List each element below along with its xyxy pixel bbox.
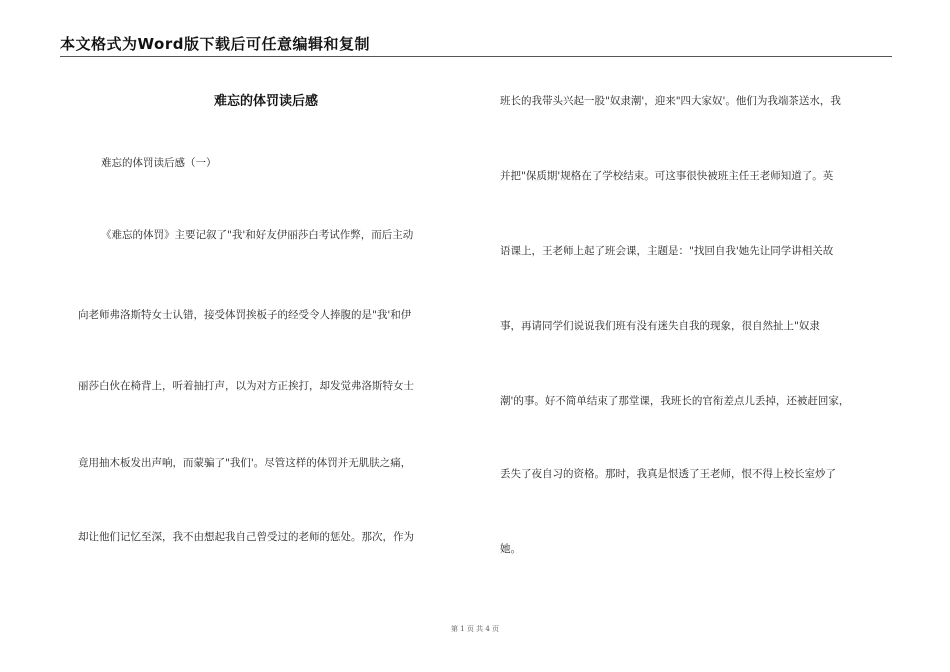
paragraph-line: 事，再请同学们说说我们班有没有迷失自我的现象，很自然扯上"奴隶 xyxy=(500,320,820,332)
paragraph-line: 向老师弗洛斯特女士认错，接受体罚挨板子的经受令人捧腹的是"我'和伊 xyxy=(78,309,412,321)
paragraph-line: 她。 xyxy=(500,543,521,555)
page-number: 第 1 页 共 4 页 xyxy=(450,625,500,633)
header-divider xyxy=(60,56,892,57)
paragraph-line: 并把"保质期'规格在了学校结束。可这事很快被班主任王老师知道了。英 xyxy=(500,170,834,182)
paragraph-line: 丢失了夜自习的资格。那时，我真是恨透了王老师，恨不得上校长室炒了 xyxy=(500,468,836,480)
download-banner: 本文格式为Word版下载后可任意编辑和复制 xyxy=(60,35,370,53)
paragraph-line: 竟用抽木板发出声响，而蒙骗了"我们'。尽管这样的体罚并无肌肤之痛， xyxy=(78,457,412,469)
paragraph-line: 潮'的事。好不简单结束了那堂课，我班长的官衔差点儿丢掉，还被赶回家， xyxy=(500,395,850,407)
paragraph-line: 《难忘的体罚》主要记叙了"我'和好友伊丽莎白考试作弊，而后主动 xyxy=(101,229,414,241)
paragraph-line: 丽莎白伙在椅背上，听着抽打声，以为对方正挨打，却发觉弗洛斯特女士 xyxy=(78,380,414,392)
section-heading: 难忘的体罚读后感（一） xyxy=(101,157,217,169)
paragraph-line: 语课上，王老师上起了班会课，主题是："找回自我'她先让同学讲相关故 xyxy=(500,245,834,257)
paragraph-line: 却让他们记忆至深，我不由想起我自己曾受过的老师的惩处。那次，作为 xyxy=(78,531,414,543)
document-title: 难忘的体罚读后感 xyxy=(213,94,318,109)
paragraph-line: 班长的我带头兴起一股"奴隶潮'，迎来"四大家奴'。他们为我端茶送水，我 xyxy=(500,95,841,107)
